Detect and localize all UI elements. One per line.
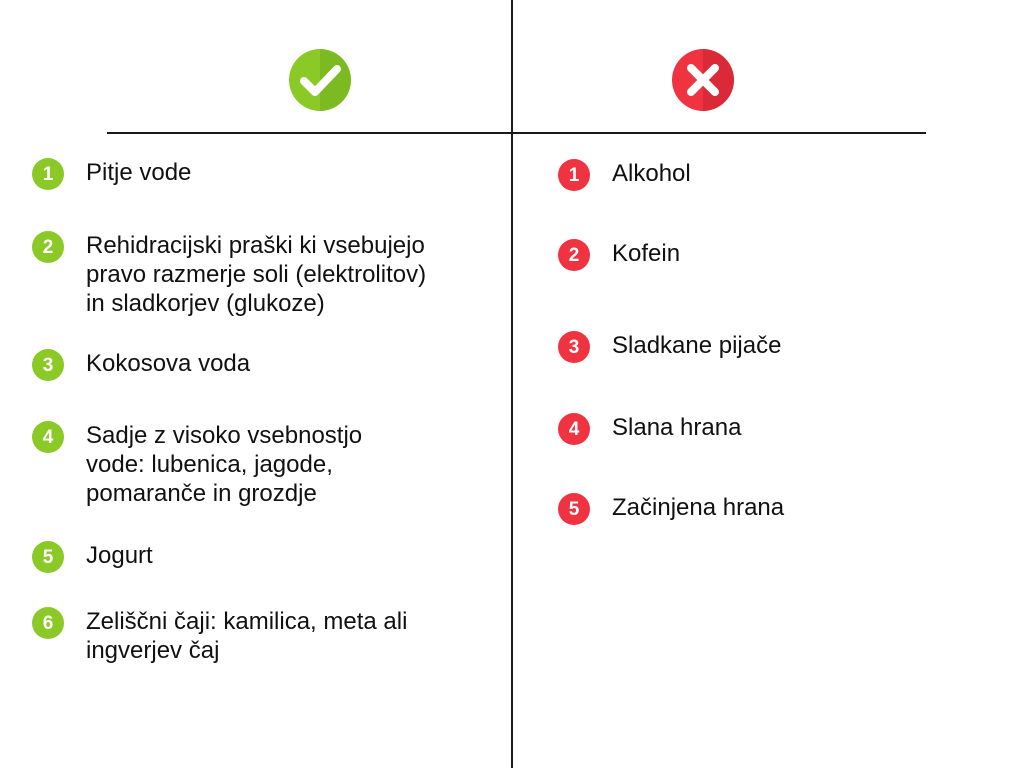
vertical-divider xyxy=(511,0,513,768)
dont-list-item xyxy=(558,239,680,271)
do-list-item xyxy=(32,607,407,665)
item-label: Slana hrana xyxy=(612,414,742,441)
item-label: Sadje z visoko vsebnostjo vode: lubenica, jagode, pomaranče in grozdje xyxy=(86,422,363,507)
item-label: Alkohol xyxy=(612,160,691,187)
number-badge: 3 xyxy=(558,331,590,363)
do-list-item xyxy=(32,158,191,190)
dont-list-item xyxy=(558,331,781,363)
number-badge: 4 xyxy=(32,421,64,453)
cross-icon xyxy=(671,48,735,112)
number-badge: 1 xyxy=(558,159,590,191)
do-list-item xyxy=(32,349,250,381)
number-badge: 1 xyxy=(32,158,64,190)
dont-list-item xyxy=(558,493,784,525)
number-badge: 2 xyxy=(32,231,64,263)
do-list-item xyxy=(32,421,362,508)
do-list-item xyxy=(32,541,153,573)
check-icon xyxy=(288,48,352,112)
item-label: Jogurt xyxy=(86,542,153,569)
number-badge: 5 xyxy=(558,493,590,525)
dont-list-item xyxy=(558,159,691,191)
number-badge: 6 xyxy=(32,607,64,639)
item-label: Rehidracijski praški ki vsebujejo pravo razmerje soli (elektrolitov) in sladkorjev (glukoze) xyxy=(86,232,427,317)
number-badge: 3 xyxy=(32,349,64,381)
item-label: Sladkane pijače xyxy=(612,332,782,359)
item-label: Zeliščni čaji: kamilica, meta ali ingverjev čaj xyxy=(86,608,408,664)
dont-list-item xyxy=(558,413,741,445)
item-label: Kokosova voda xyxy=(86,350,251,377)
item-label: Pitje vode xyxy=(86,159,192,186)
do-list-item xyxy=(32,231,426,318)
horizontal-divider xyxy=(107,132,926,134)
item-label: Kofein xyxy=(612,240,681,267)
number-badge: 4 xyxy=(558,413,590,445)
item-label: Začinjena hrana xyxy=(612,494,785,521)
number-badge: 5 xyxy=(32,541,64,573)
number-badge: 2 xyxy=(558,239,590,271)
